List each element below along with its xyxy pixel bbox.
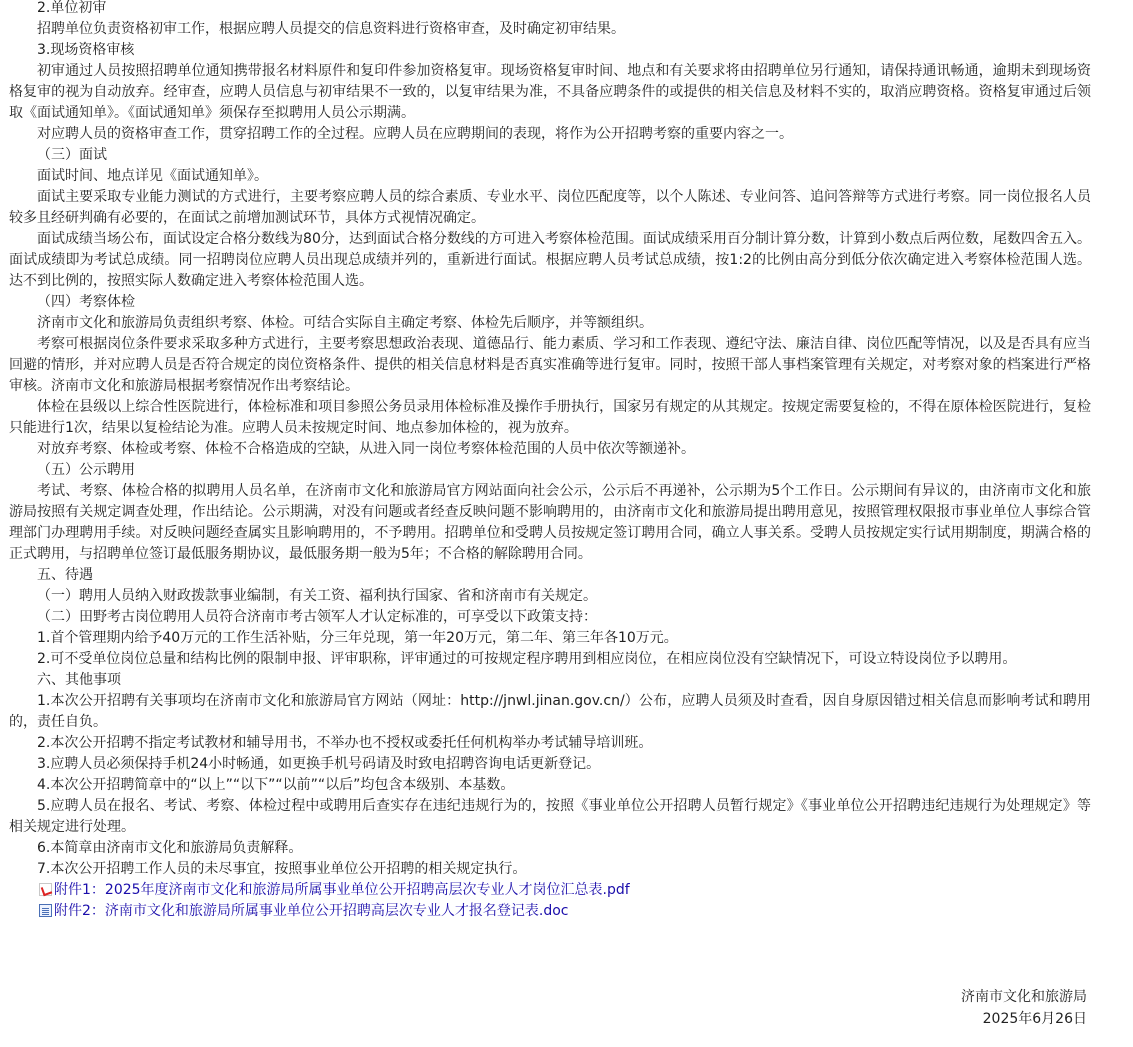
paragraph-3: 3.现场资格审核: [37, 42, 135, 58]
pdf-file-icon: [39, 883, 52, 896]
paragraph-5: 对应聘人员的资格审查工作，贯穿招聘工作的全过程。应聘人员在应聘期间的表现，将作为公开招聘考察的重要内容之一。: [37, 126, 793, 142]
paragraph-26: 4.本次公开招聘简章中的“以上”“以下”“以前”“以后”均包含本级别、本基数。: [37, 777, 515, 793]
paragraph-29: 7.本次公开招聘工作人员的未尽事宜，按照事业单位公开招聘的相关规定执行。: [37, 861, 527, 877]
paragraph-19: （二）田野考古岗位聘用人员符合济南市考古领军人才认定标准的，可享受以下政策支持：: [37, 609, 597, 625]
signature-block: [961, 986, 1087, 1030]
paragraph-22: 六、其他事项: [37, 672, 121, 688]
word-file-icon: [39, 904, 52, 917]
signature-org: 济南市文化和旅游局: [961, 989, 1087, 1005]
article-body: [9, 0, 1091, 922]
attachment-1-link[interactable]: 附件1：2025年度济南市文化和旅游局所属事业单位公开招聘高层次专业人才岗位汇总表.pdf: [54, 882, 630, 898]
attachment-2-link[interactable]: 附件2：济南市文化和旅游局所属事业单位公开招聘高层次专业人才报名登记表.doc: [54, 903, 569, 919]
paragraph-2: 招聘单位负责资格初审工作，根据应聘人员提交的信息资料进行资格审查，及时确定初审结果。: [37, 21, 625, 37]
paragraph-4: 初审通过人员按照招聘单位通知携带报名材料原件和复印件参加资格复审。现场资格复审时间、地点和有关要求将由招聘单位另行通知，请保持通讯畅通，逾期未到现场资格复审的视为自动放弃。经审查，应聘人员信息与初审结果不一致的，以复审结果为准，不具备应聘条件的或提供的相关信息及材料不实的，取消应聘资格。资格复审通过后领取《面试通知单》。《面试通知单》须保存至拟聘用人员公示期满。: [9, 63, 1091, 121]
attachment-2[interactable]: [9, 901, 1091, 922]
paragraph-14: 对放弃考察、体检或考察、体检不合格造成的空缺，从进入同一岗位考察体检范围的人员中依次等额递补。: [37, 441, 695, 457]
paragraph-24: 2.本次公开招聘不指定考试教材和辅导用书，不举办也不授权或委托任何机构举办考试辅导培训班。: [37, 735, 653, 751]
paragraph-17: 五、待遇: [37, 567, 93, 583]
attachment-1[interactable]: [9, 880, 1091, 901]
paragraph-23: 1.本次公开招聘有关事项均在济南市文化和旅游局官方网站（网址：http://jnwl.jinan.gov.cn/）公布，应聘人员须及时查看，因自身原因错过相关信息而影响考试和聘用的，责任自负。: [9, 693, 1091, 730]
paragraph-13: 体检在县级以上综合性医院进行，体检标准和项目参照公务员录用体检标准及操作手册执行，国家另有规定的从其规定。按规定需要复检的，不得在原体检医院进行，复检只能进行1次，结果以复检结论为准。应聘人员未按规定时间、地点参加体检的，视为放弃。: [9, 399, 1091, 436]
paragraph-9: 面试成绩当场公布，面试设定合格分数线为80分，达到面试合格分数线的方可进入考察体检范围。面试成绩采用百分制计算分数，计算到小数点后两位数，尾数四舍五入。面试成绩即为考试总成绩。同一招聘岗位应聘人员出现总成绩并列的，重新进行面试。根据应聘人员考试总成绩，按1:2的比例由高分到低分依次确定进入考察体检范围人选。达不到比例的，按照实际人数确定进入考察体检范围人选。: [9, 231, 1091, 289]
paragraph-28: 6.本简章由济南市文化和旅游局负责解释。: [37, 840, 303, 856]
paragraph-6: （三）面试: [37, 147, 107, 163]
paragraph-10: （四）考察体检: [37, 294, 135, 310]
paragraph-18: （一）聘用人员纳入财政拨款事业编制，有关工资、福利执行国家、省和济南市有关规定。: [37, 588, 597, 604]
paragraph-21: 2.可不受单位岗位总量和结构比例的限制申报、评审职称，评审通过的可按规定程序聘用到相应岗位，在相应岗位没有空缺情况下，可设立特设岗位予以聘用。: [37, 651, 1017, 667]
paragraph-7: 面试时间、地点详见《面试通知单》。: [37, 168, 268, 184]
paragraph-27: 5.应聘人员在报名、考试、考察、体检过程中或聘用后查实存在违纪违规行为的，按照《事业单位公开招聘人员暂行规定》《事业单位公开招聘违纪违规行为处理规定》等相关规定进行处理。: [9, 798, 1091, 835]
paragraph-25: 3.应聘人员必须保持手机24小时畅通，如更换手机号码请及时致电招聘咨询电话更新登记。: [37, 756, 601, 772]
paragraph-1: 2.单位初审: [37, 0, 107, 16]
paragraph-16: 考试、考察、体检合格的拟聘用人员名单，在济南市文化和旅游局官方网站面向社会公示，公示后不再递补，公示期为5个工作日。公示期间有异议的，由济南市文化和旅游局按照有关规定调查处理，作出结论。公示期满，对没有问题或者经查反映问题不影响聘用的，由济南市文化和旅游局提出聘用意见，按照管理权限报市事业单位人事综合管理部门办理聘用手续。对反映问题经查属实且影响聘用的，不予聘用。招聘单位和受聘人员按规定签订聘用合同，确立人事关系。受聘人员按规定实行试用期制度，期满合格的正式聘用，与招聘单位签订最低服务期协议，最低服务期一般为5年；不合格的解除聘用合同。: [9, 483, 1091, 562]
paragraph-11: 济南市文化和旅游局负责组织考察、体检。可结合实际自主确定考察、体检先后顺序，并等额组织。: [37, 315, 653, 331]
signature-date: 2025年6月26日: [982, 1011, 1087, 1027]
paragraph-8: 面试主要采取专业能力测试的方式进行，主要考察应聘人员的综合素质、专业水平、岗位匹配度等，以个人陈述、专业问答、追问答辩等方式进行考察。同一岗位报名人员较多且经研判确有必要的，在面试之前增加测试环节，具体方式视情况确定。: [9, 189, 1091, 226]
paragraph-12: 考察可根据岗位条件要求采取多种方式进行，主要考察思想政治表现、道德品行、能力素质、学习和工作表现、遵纪守法、廉洁自律、岗位匹配等情况，以及是否具有应当回避的情形，并对应聘人员是否符合规定的岗位资格条件、提供的相关信息材料是否真实准确等进行复审。同时，按照干部人事档案管理有关规定，对考察对象的档案进行严格审核。济南市文化和旅游局根据考察情况作出考察结论。: [9, 336, 1091, 394]
paragraph-20: 1.首个管理期内给予40万元的工作生活补贴，分三年兑现，第一年20万元，第二年、第三年各10万元。: [37, 630, 678, 646]
paragraph-15: （五）公示聘用: [37, 462, 135, 478]
